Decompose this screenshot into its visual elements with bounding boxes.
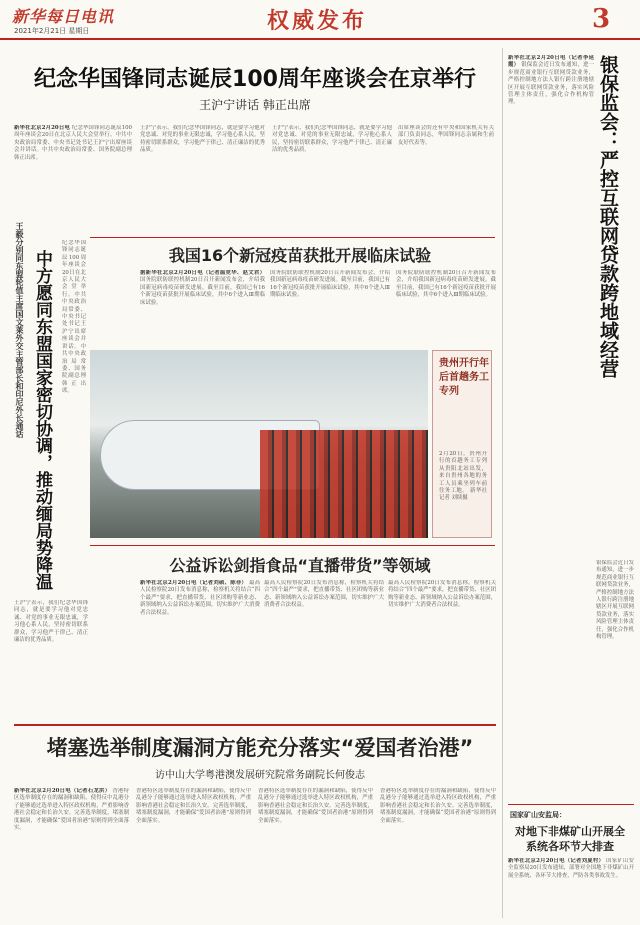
photo-caption-title: 贵州开行年后首趟务工专列: [439, 358, 489, 397]
article3-body-2: 最高人民检察院20日发布消息称，检察机关将结合“四个最严”要求，把直播带货、社区团购等新业态、新领域纳入公益诉讼办案范围，切实维护广大消费者合法权益。: [264, 580, 384, 609]
page-number: 3: [592, 4, 611, 34]
article4-col-3: [258, 788, 373, 918]
headline-commemoration-subtitle: 王沪宁讲话 韩正出席: [199, 98, 311, 112]
article1-body-left: 纪念华国锋同志诞辰100周年座谈会20日在北京人民大会堂举行。中共中央政治局常委、中央书记处书记王沪宁出席座谈会并讲话。中共中央政治局常委、国务院副总理韩正出席。: [14, 125, 132, 161]
article2-body-3: 国务院联防联控机制20日召开新闻发布会，介绍我国新冠病毒疫苗研发进展。截至目前，我国已有16个新冠疫苗获批开展临床试验，其中6个进入Ⅲ期临床试验。: [396, 270, 496, 299]
myanmar-body-narrow: [62, 240, 86, 590]
article2-col-2: [270, 270, 390, 345]
photo-caption-box: [432, 350, 492, 538]
masthead: [0, 0, 640, 40]
article5-col-2: [596, 560, 634, 800]
article1-dateline: 新华社北京2月20日电: [14, 125, 70, 131]
article3-dateline: 新华社北京2月20日电（记者刘硕、陈菲）: [140, 580, 248, 586]
article2-dateline: 据新华社北京2月20日电（记者温竞华、赵文君）: [140, 270, 265, 276]
photo-caption-text: 2月20日，贵州开行的首趟务工专列从贵阳北站出发，来自贵州各地的务工人员乘坐列车前往务工地。: [439, 451, 487, 495]
headline-vaccine: 我国16个新冠疫苗获批开展临床试验: [168, 246, 432, 265]
wangyi-vertical-subhead: 王毅分别同东盟轮值主席国文莱外交主管部长和印尼外长通话: [15, 222, 24, 438]
divider-article2: [90, 237, 495, 238]
divider-article6: [508, 804, 634, 805]
article6-tag: 国家矿山安监局：: [510, 811, 566, 819]
article4-dateline: 新华社北京2月20日电（记者石龙洪）: [14, 788, 111, 794]
article5-body-2: 银保监会近日发布通知，进一步规范商业银行互联网贷款业务，严格控制地方法人银行跨注册地辖区开展互联网贷款业务，落实风险管理主体责任，强化合作机构管理。: [596, 560, 634, 641]
article4-body-3: 香港特区选举制度存在的漏洞和缺陷，使得反中乱港分子能够通过选举进入特区政权机构，严重影响香港社会稳定和长治久安。完善选举制度，堵塞制度漏洞，才能确保“爱国者治港”原则得到全面落实。: [258, 788, 373, 824]
article1-col-mid2: [272, 125, 392, 235]
news-photo-labor-train: [90, 350, 428, 538]
article3-body: 最高人民检察院20日发布消息称，检察机关将结合“四个最严”要求，把直播带货、社区团购等新业态、新领域纳入公益诉讼办案范围，切实维护广大消费者合法权益。: [140, 580, 260, 616]
column-divider: [502, 48, 503, 918]
article1-body-mid2: 王沪宁表示，我们纪念华国锋同志，就是要学习他对党忠诚、对党的事业无限忠诚，学习他心系人民，坚持密切联系群众，学习他严于律己、清正廉洁的优秀品质。: [272, 125, 392, 154]
divider-article4: [14, 724, 496, 726]
article1-col-mid: [140, 125, 265, 235]
article2-col-1: [140, 270, 265, 345]
article4-body-4: 香港特区选举制度存在的漏洞和缺陷，使得反中乱港分子能够通过选举进入特区政权机构，严重影响香港社会稳定和长治久安。完善选举制度，堵塞制度漏洞，才能确保“爱国者治港”原则得到全面落实。: [380, 788, 496, 824]
article3-col-1: [140, 580, 260, 720]
article3-col-3: [388, 580, 496, 720]
headline-hk-election-subtitle: 访中山大学粤港澳发展研究院常务副院长何俊志: [155, 770, 365, 781]
article4-body: 香港特区选举制度存在的漏洞和缺陷，使得反中乱港分子能够通过选举进入特区政权机构，严重影响香港社会稳定和长治久安。完善选举制度，堵塞制度漏洞，才能确保“爱国者治港”原则得到全面落实。: [14, 788, 129, 832]
workers-crowd-graphic: [260, 430, 428, 538]
headline-mine-safety: 对地下非煤矿山开展全系统各环节大排查: [515, 825, 625, 853]
article1-body-right: 出席座谈会的还有中央和国家机关有关部门负责同志，华国锋同志亲属和生前友好代表等。: [398, 125, 494, 146]
article2-col-3: [396, 270, 496, 345]
article3-col-2: [264, 580, 384, 720]
myanmar-body-bottom-text: 王沪宁表示，我们纪念华国锋同志，就是要学习他对党忠诚、对党的事业无限忠诚，学习他心系人民，坚持密切联系群众，学习他严于律己、清正廉洁的优秀品质。: [14, 600, 88, 644]
article1-col-right: [398, 125, 494, 235]
article5-col: [508, 55, 594, 800]
headline-public-interest: 公益诉讼剑指食品“直播带货”等领域: [169, 556, 431, 575]
headline-commemoration: 纪念华国锋同志诞辰100周年座谈会在京举行: [34, 67, 476, 92]
photo-caption-body: [439, 451, 487, 529]
divider-article3: [90, 545, 495, 546]
article1-col-left: [14, 125, 132, 235]
headline-hk-election: 堵塞选举制度漏洞方能充分落实“爱国者治港”: [46, 736, 474, 760]
article2-body-2: 国务院联防联控机制20日召开新闻发布会，介绍我国新冠病毒疫苗研发进展。截至目前，我国已有16个新冠疫苗获批开展临床试验，其中6个进入Ⅲ期临床试验。: [270, 270, 390, 299]
article4-col-4: [380, 788, 496, 918]
article5-dateline: 新华社北京2月20日电（记者李延霞）: [508, 55, 594, 69]
article4-col-1: [14, 788, 129, 918]
article1-body-mid: 王沪宁表示，我们纪念华国锋同志，就是要学习他对党忠诚、对党的事业无限忠诚，学习他心系人民，坚持密切联系群众，学习他严于律己、清正廉洁的优秀品质。: [140, 125, 265, 154]
article4-col-2: [136, 788, 251, 918]
cbirc-vertical-head: 银保监会：严控互联网贷款跨地域经营: [597, 55, 619, 378]
article3-body-3: 最高人民检察院20日发布消息称，检察机关将结合“四个最严”要求，把直播带货、社区团购等新业态、新领域纳入公益诉讼办案范围，切实维护广大消费者合法权益。: [388, 580, 496, 609]
article2-body: 国务院联防联控机制20日召开新闻发布会，介绍我国新冠病毒疫苗研发进展。截至目前，我国已有16个新冠疫苗获批开展临床试验，其中6个进入Ⅲ期临床试验。: [140, 277, 265, 306]
article6-col: [508, 858, 634, 920]
article6-dateline: 新华社北京2月20日电（记者刘夏村）: [508, 858, 605, 864]
issue-date: 2021年2月21日 星期日: [14, 27, 90, 35]
article6-body: 国家矿山安全监察局20日发布通知，部署对全国地下非煤矿山开展全系统、各环节大排查，严防各类事故发生。: [508, 858, 634, 879]
photo-credit: 新华社记者 刘续摄: [439, 488, 487, 502]
myanmar-vertical-head: 中方愿同东盟国家密切协调，推动缅局势降温: [32, 250, 52, 590]
section-title: 权威发布: [266, 8, 367, 34]
article5-body: 银保监会近日发布通知，进一步规范商业银行互联网贷款业务，严格控制地方法人银行跨注册地辖区开展互联网贷款业务，落实风险管理主体责任，强化合作机构管理。: [508, 62, 594, 106]
myanmar-body-narrow-text: 纪念华国锋同志诞辰100周年座谈会20日在北京人民大会堂举行。中共中央政治局常委、中央书记处书记王沪宁出席座谈会并讲话。中共中央政治局常委、国务院副总理韩正出席。: [62, 240, 86, 395]
article4-body-2: 香港特区选举制度存在的漏洞和缺陷，使得反中乱港分子能够通过选举进入特区政权机构，严重影响香港社会稳定和长治久安。完善选举制度，堵塞制度漏洞，才能确保“爱国者治港”原则得到全面落实。: [136, 788, 251, 824]
myanmar-body-bottom: [14, 600, 88, 718]
brand-logo: 新华每日电讯: [12, 7, 115, 26]
